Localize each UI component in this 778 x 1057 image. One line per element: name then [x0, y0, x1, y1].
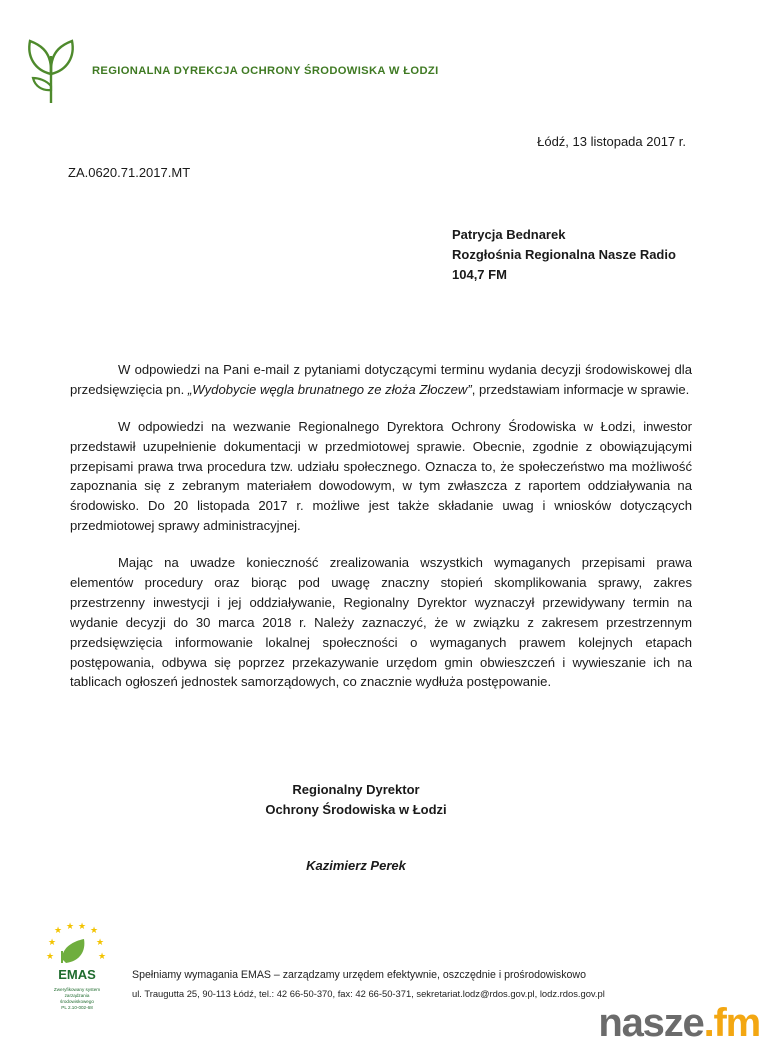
body-text-run: , przedstawiam informacje w sprawie.	[471, 381, 690, 397]
addressee-name: Patrycja Bednarek	[452, 227, 566, 242]
svg-text:★: ★	[78, 922, 87, 932]
place-and-date: Łódź, 13 listopada 2017 r.	[537, 134, 686, 149]
body-paragraph	[70, 360, 692, 400]
signature-block	[0, 780, 712, 873]
letter-body	[70, 360, 692, 692]
leaf-icon	[24, 36, 78, 106]
brand-dot: .	[703, 1001, 714, 1045]
body-text-run: W odpowiedzi na wezwanie Regionalnego Dyrektora Ochrony Środowiska w Łodzi, inwestor przedstawił uzupełnienie dokumentacji w przedmiotowej sprawie. Obecnie, zgodnie z obowiązującymi przepisami prawa trwa procedura tzw. udziału społecznego. Oznacza to, że społeczeństwo ma możliwość zapoznania się z zebranym materiałem dowodowym, w tym zwłaszcza z raportem oddziaływania na środowisko. Do 20 listopada 2017 r. możliwe jest także składanie uwag i wniosków dotyczących przedmiotowej sprawy administracyjnej.	[70, 418, 692, 534]
svg-text:zarządzania: zarządzania	[64, 993, 90, 998]
svg-text:★: ★	[46, 952, 55, 962]
svg-text:★: ★	[54, 926, 63, 936]
letterhead	[24, 36, 439, 106]
emas-statement: Spełniamy wymagania EMAS – zarządzamy urzędem efektywnie, oszczędnie i prośrodowiskowo	[132, 969, 586, 981]
footer	[40, 919, 605, 1015]
brand-name-part2: fm	[713, 1001, 760, 1045]
nasze-fm-logo	[598, 1003, 760, 1043]
organization-name: REGIONALNA DYREKCJA OCHRONY ŚRODOWISKA W ŁODZI	[92, 65, 439, 77]
addressee-organization: Rozgłośnia Regionalna Nasze Radio	[452, 247, 676, 263]
svg-text:★: ★	[98, 952, 107, 962]
svg-text:★: ★	[66, 922, 75, 932]
emas-logo-icon	[40, 919, 114, 1015]
reference-number: ZA.0620.71.2017.MT	[68, 165, 191, 180]
svg-text:PL 2.10-002-68: PL 2.10-002-68	[61, 1005, 93, 1010]
signature-title-line1: Regionalny Dyrektor	[292, 782, 420, 797]
body-paragraph	[70, 417, 692, 536]
svg-text:★: ★	[96, 938, 105, 948]
signature-title-line2: Ochrony Środowiska w Łodzi	[265, 802, 447, 818]
svg-text:środowiskowego: środowiskowego	[60, 999, 94, 1004]
addressee-frequency: 104,7 FM	[452, 267, 507, 283]
body-text-run: Mając na uwadze konieczność zrealizowania wszystkich wymaganych przepisami prawa elementów procedury oraz biorąc pod uwagę znaczny stopień skomplikowania sprawy, zakres przestrzenny inwestycji i jej oddziaływanie, Regionalny Dyrektor wyznaczył przewidywany termin na wydanie decyzji do 30 marca 2018 r. Należy zaznaczyć, że w związku z zakresem przestrzennym przedsięwzięcia informowanie lokalnej społeczności o wymaganych prawem kolejnych etapach postępowania, odbywa się poprzez przekazywanie urzędom gmin obwieszczeń i wywieszanie ich na tablicach ogłoszeń jednostek samorządowych, co znacznie wydłuża postępowanie.	[70, 555, 692, 690]
svg-text:★: ★	[90, 926, 99, 936]
footer-text	[132, 969, 605, 1015]
svg-text:Zweryfikowany system: Zweryfikowany system	[53, 987, 101, 992]
svg-text:★: ★	[48, 938, 57, 948]
addressee-block	[452, 225, 676, 285]
contact-line: ul. Traugutta 25, 90-113 Łódź, tel.: 42 66-50-370, fax: 42 66-50-371, sekretariat.lodz@rdos.gov.pl, lodz.rdos.gov.pl	[132, 988, 605, 999]
brand-name-part1: nasze	[598, 1001, 704, 1045]
emas-logo	[40, 919, 114, 1015]
body-paragraph	[70, 553, 692, 692]
signature-title	[0, 780, 712, 820]
emas-label: EMAS	[58, 967, 96, 982]
signatory-name: Kazimierz Perek	[306, 858, 406, 874]
body-text-run: W odpowiedzi na Pani e-mail z pytaniami dotyczącymi terminu wydania decyzji środowiskowej dla przedsięwzięcia pn.	[70, 362, 692, 397]
body-text-italic: „Wydobycie węgla brunatnego ze złoża Złoczew”	[187, 381, 472, 397]
